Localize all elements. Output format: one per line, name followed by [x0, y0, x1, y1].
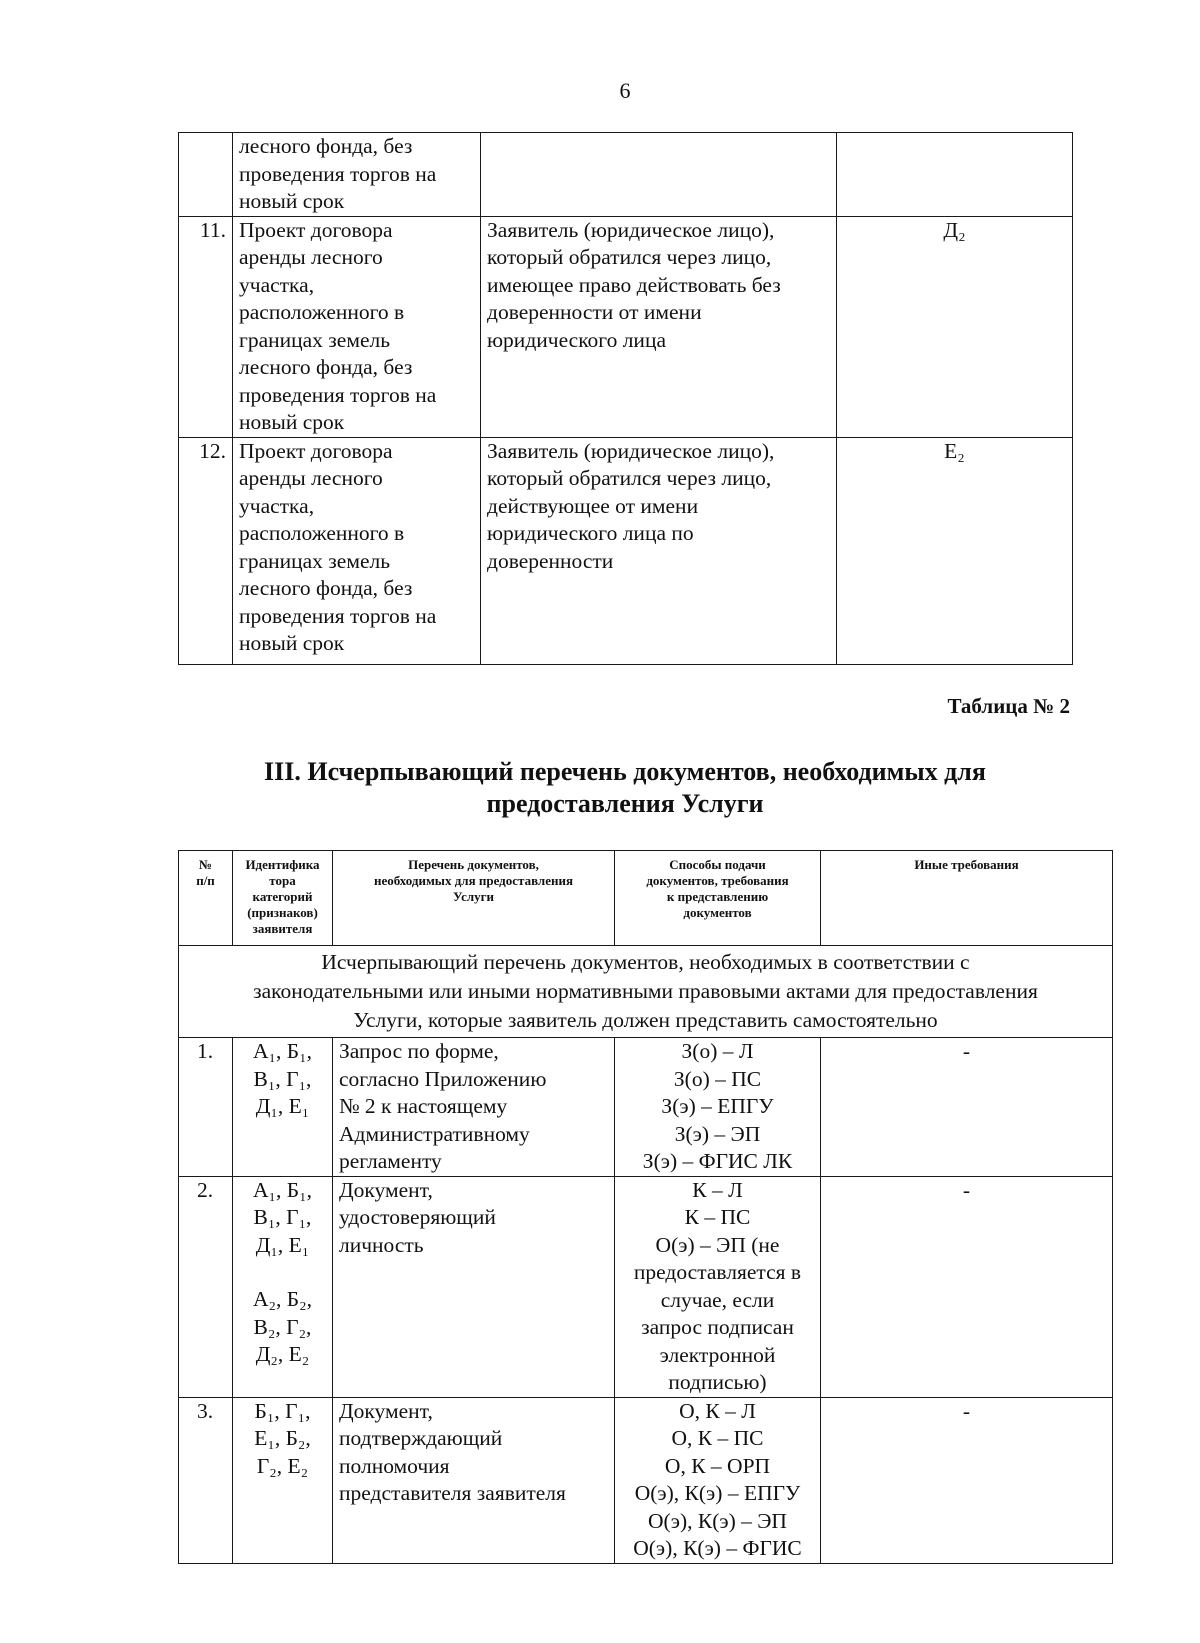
table-row	[179, 1397, 1113, 1563]
document-name: Проект договора аренды лесного участка, расположенного в границах земель лесного фонда, без проведения торгов на новый срок	[233, 216, 481, 437]
header-categories: Идентифика тора категорий (признаков) заявителя	[233, 851, 333, 946]
section-row	[179, 946, 1113, 1038]
table-row	[179, 437, 1073, 664]
applicant-code	[837, 133, 1073, 217]
applicant-categories: А₁, Б₁, В₁, Г₁, Д₁, Е₁	[233, 1038, 333, 1177]
applicant-code: Е₂	[837, 437, 1073, 664]
row-number: 12.	[179, 437, 233, 664]
row-number: 11.	[179, 216, 233, 437]
page-number: 6	[619, 78, 631, 103]
header-other-requirements: Иные требования	[821, 851, 1113, 946]
header-documents: Перечень документов, необходимых для предоставления Услуги	[333, 851, 615, 946]
table-row	[179, 216, 1073, 437]
table-row	[179, 1038, 1113, 1177]
row-number	[179, 133, 233, 217]
document-name: лесного фонда, без проведения торгов на новый срок	[233, 133, 481, 217]
section-title: III. Исчерпывающий перечень документов, необходимых для предоставления Услуги	[264, 757, 986, 818]
documents-table	[178, 850, 1113, 1564]
categories-group-1: А₁, Б₁, В₁, Г₁, Д₁, Е₁	[253, 1177, 312, 1257]
table-header-row	[179, 851, 1113, 946]
document-name: Запрос по форме, согласно Приложению № 2 к настоящему Административному регламенту	[333, 1038, 615, 1177]
applicant-description	[481, 133, 837, 217]
applicant-categories	[233, 1176, 333, 1397]
applicant-code: Д₂	[837, 216, 1073, 437]
submission-methods: О, К – Л О, К – ПС О, К – ОРП О(э), К(э) – ЕПГУ О(э), К(э) – ЭП О(э), К(э) – ФГИС	[615, 1397, 821, 1563]
submission-methods: К – Л К – ПС О(э) – ЭП (не предоставляется в случае, если запрос подписан электронной подписью)	[615, 1176, 821, 1397]
row-number: 2.	[179, 1176, 233, 1397]
spacer	[239, 1259, 326, 1286]
table-row	[179, 133, 1073, 217]
section-heading: Исчерпывающий перечень документов, необходимых в соответствии с законодательными или иными нормативными правовыми актами для предоставления Услуги, которые заявитель должен представить самостоятельно	[179, 946, 1113, 1038]
header-number: № п/п	[179, 851, 233, 946]
other-requirements: -	[821, 1176, 1113, 1397]
categories-group-2: А₂, Б₂, В₂, Г₂, Д₂, Е₂	[253, 1287, 312, 1366]
applicant-categories: Б₁, Г₁, Е₁, Б₂, Г₂, Е₂	[233, 1397, 333, 1563]
applicant-description: Заявитель (юридическое лицо), который обратился через лицо, действующее от имени юридического лица по доверенности	[481, 437, 837, 664]
other-requirements: -	[821, 1397, 1113, 1563]
table-caption: Таблица № 2	[947, 694, 1070, 718]
header-submission-methods: Способы подачи документов, требования к представлению документов	[615, 851, 821, 946]
document-name: Документ, удостоверяющий личность	[333, 1176, 615, 1397]
document-name: Документ, подтверждающий полномочия представителя заявителя	[333, 1397, 615, 1563]
submission-methods: З(о) – Л З(о) – ПС З(э) – ЕПГУ З(э) – ЭП З(э) – ФГИС ЛК	[615, 1038, 821, 1177]
table-row	[179, 1176, 1113, 1397]
document-name: Проект договора аренды лесного участка, расположенного в границах земель лесного фонда, без проведения торгов на новый срок	[233, 437, 481, 664]
applicant-description: Заявитель (юридическое лицо), который обратился через лицо, имеющее право действовать без доверенности от имени юридического лица	[481, 216, 837, 437]
other-requirements: -	[821, 1038, 1113, 1177]
row-number: 3.	[179, 1397, 233, 1563]
row-number: 1.	[179, 1038, 233, 1177]
applicant-table	[178, 132, 1073, 665]
